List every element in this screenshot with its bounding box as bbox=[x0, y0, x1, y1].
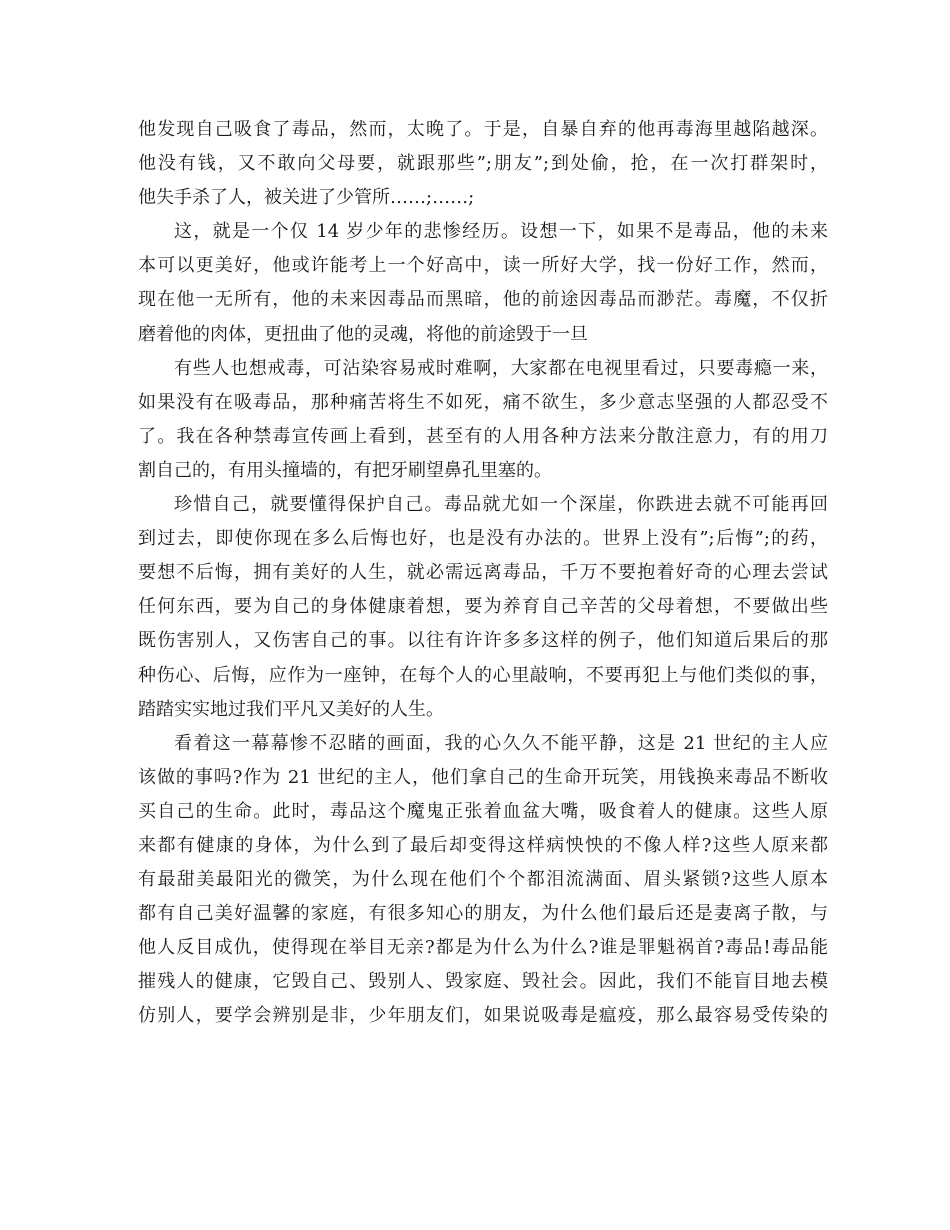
text-line: 踏踏实实地过我们平凡又美好的人生。 bbox=[138, 698, 444, 720]
text-line: 来都有健康的身体，为什么到了最后却变得这样病怏怏的不像人样?这些人原来都 bbox=[138, 834, 828, 856]
text-line: 他没有钱，又不敢向父母要，就跟那些”;朋友”;到处偷，抢，在一次打群架时， bbox=[138, 153, 828, 175]
text-line: 现在他一无所有，他的未来因毒品而黑暗，他的前途因毒品而渺茫。毒魔，不仅折 bbox=[138, 289, 828, 311]
paragraph bbox=[138, 488, 828, 727]
text-line: 有些人也想戒毒，可沾染容易戒时难啊，大家都在电视里看过，只要毒瘾一来， bbox=[174, 357, 828, 379]
text-line: 他失手杀了人，被关进了少管所……;……; bbox=[138, 187, 475, 209]
text-line: 到过去，即使你现在多么后悔也好，也是没有办法的。世界上没有”;后悔”;的药， bbox=[138, 528, 828, 550]
text-line: 既伤害别人，又伤害自己的事。以往有许许多多这样的例子，他们知道后果后的那 bbox=[138, 630, 828, 652]
text-line: 如果没有在吸毒品，那种痛苦将生不如死，痛不欲生，多少意志坚强的人都忍受不 bbox=[138, 391, 828, 413]
text-line: 摧残人的健康，它毁自己、毁别人、毁家庭、毁社会。因此，我们不能盲目地去模 bbox=[138, 971, 828, 993]
text-line: 看着这一幕幕惨不忍睹的画面，我的心久久不能平静，这是 21 世纪的主人应 bbox=[174, 732, 828, 754]
text-line: 该做的事吗?作为 21 世纪的主人，他们拿自己的生命开玩笑，用钱换来毒品不断收 bbox=[138, 766, 828, 788]
text-line: 有最甜美最阳光的微笑，为什么现在他们个个都泪流满面、眉头紧锁?这些人原本 bbox=[138, 869, 828, 891]
text-line: 都有自己美好温馨的家庭，有很多知心的朋友，为什么他们最后还是妻离子散，与 bbox=[138, 903, 828, 925]
text-line: 他发现自己吸食了毒品，然而，太晚了。于是，自暴自弃的他再毒海里越陷越深。 bbox=[138, 119, 828, 140]
text-line: 磨着他的肉体，更扭曲了他的灵魂，将他的前途毁于一旦 bbox=[138, 323, 588, 345]
text-line: 他人反目成仇，使得现在举目无亲?都是为什么为什么?谁是罪魁祸首?毒品!毒品能 bbox=[138, 937, 828, 959]
text-line: 要想不后悔，拥有美好的人生，就必需远离毒品，千万不要抱着好奇的心理去尝试 bbox=[138, 562, 828, 584]
text-line: 了。我在各种禁毒宣传画上看到，甚至有的人用各种方法来分散注意力，有的用刀 bbox=[138, 425, 828, 447]
text-line: 买自己的生命。此时，毒品这个魔鬼正张着血盆大嘴，吸食着人的健康。这些人原 bbox=[138, 800, 828, 822]
text-line: 这，就是一个仅 14 岁少年的悲惨经历。设想一下，如果不是毒品，他的未来 bbox=[174, 221, 828, 243]
paragraph bbox=[138, 727, 828, 1034]
document-body bbox=[138, 113, 828, 1034]
text-line: 任何东西，要为自己的身体健康着想，要为养育自己辛苦的父母着想，不要做出些 bbox=[138, 596, 828, 618]
paragraph bbox=[138, 215, 828, 351]
text-line: 种伤心、后悔，应作为一座钟，在每个人的心里敲响，不要再犯上与他们类似的事， bbox=[138, 664, 828, 686]
paragraph bbox=[138, 113, 828, 215]
text-line: 割自己的，有用头撞墙的，有把牙刷望鼻孔里塞的。 bbox=[138, 459, 552, 481]
text-line: 珍惜自己，就要懂得保护自己。毒品就尤如一个深崖，你跌进去就不可能再回 bbox=[174, 494, 828, 516]
text-line: 仿别人，要学会辨别是非，少年朋友们，如果说吸毒是瘟疫，那么最容易受传染的 bbox=[138, 1005, 828, 1027]
paragraph bbox=[138, 352, 828, 488]
text-line: 本可以更美好，他或许能考上一个好高中，读一所好大学，找一份好工作，然而， bbox=[138, 255, 828, 277]
